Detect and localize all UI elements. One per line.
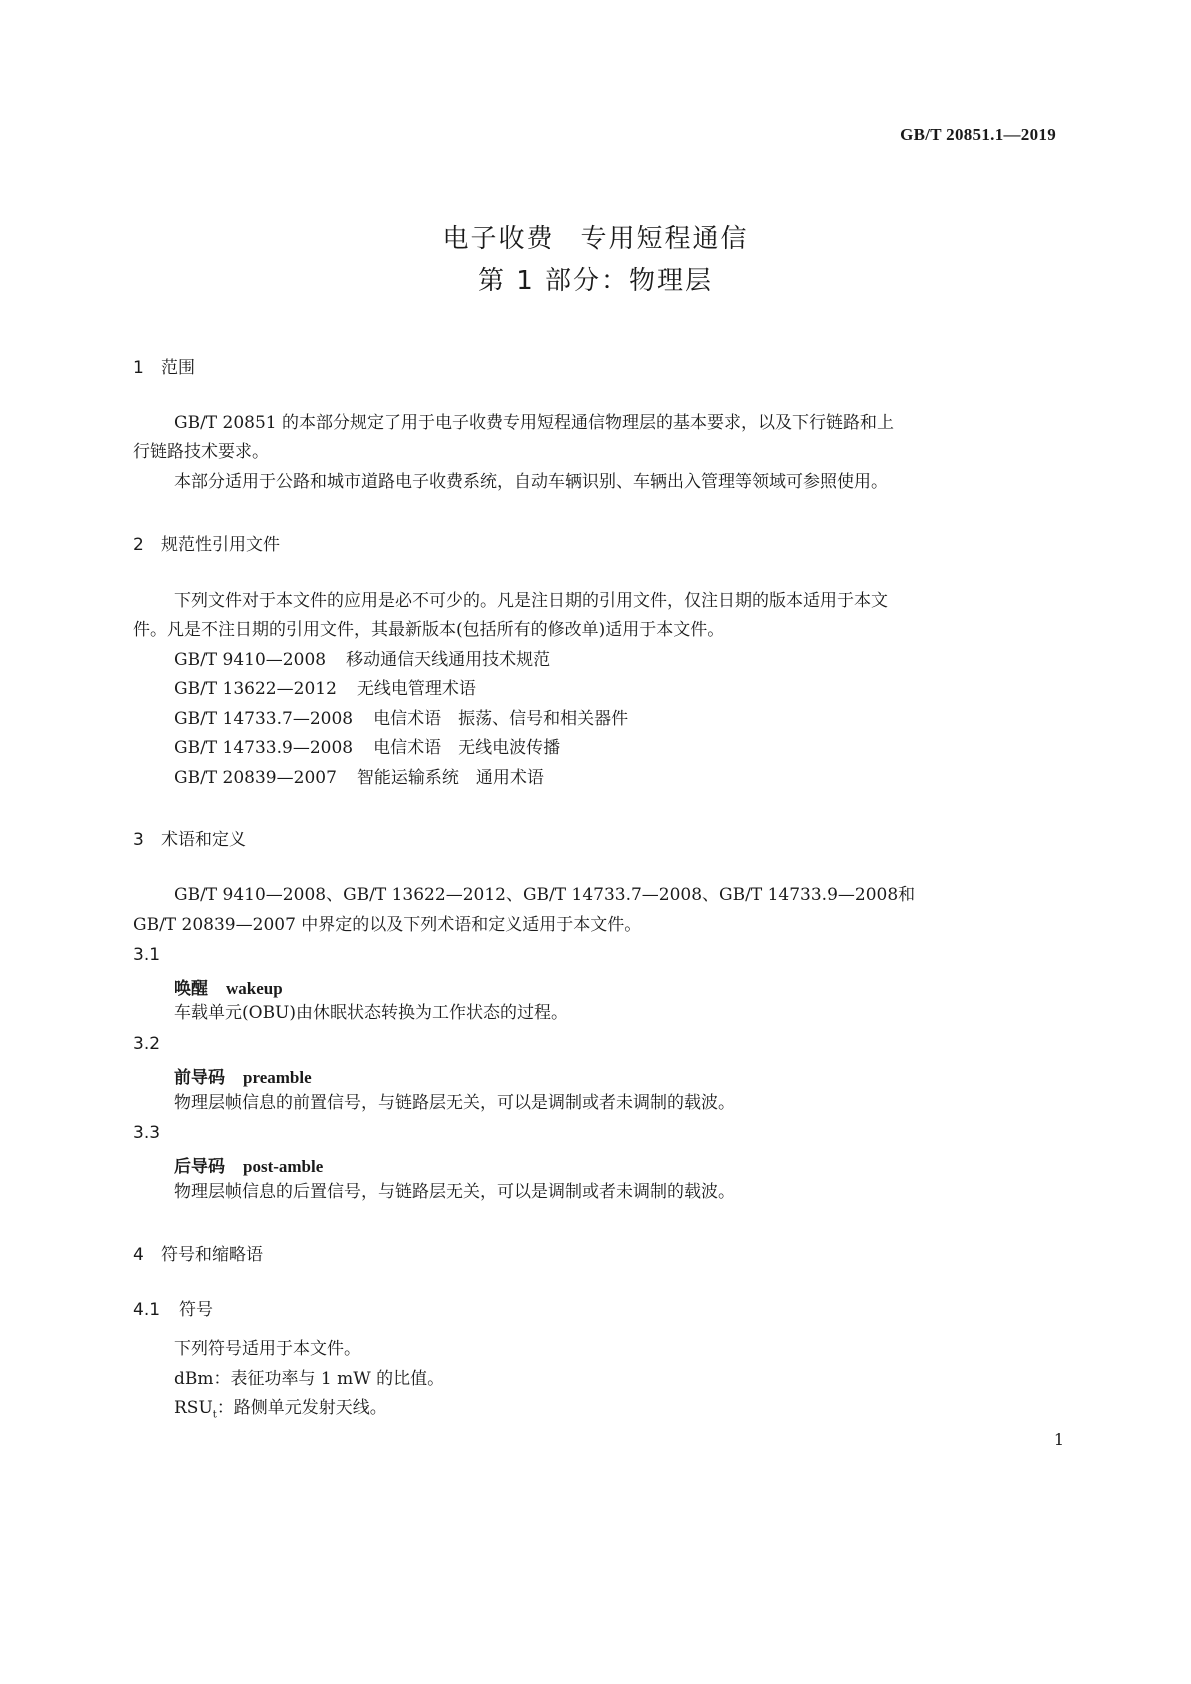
- reference-item: [174, 733, 560, 763]
- term-definition: 物理层帧信息的前置信号，与链路层无关，可以是调制或者未调制的载波。: [174, 1093, 735, 1113]
- subsection-heading-4-1: [133, 1295, 213, 1320]
- symbol-rsu: [174, 1393, 387, 1430]
- paragraph-normative-line-1: 下列文件对于本文件的应用是必不可少的。凡是注日期的引用文件，仅注日期的版本适用于本文: [174, 591, 888, 611]
- reference-name: 智能运输系统 通用术语: [356, 768, 544, 788]
- reference-name: 移动通信天线通用技术规范: [346, 650, 551, 670]
- section-title: 术语和定义: [161, 830, 246, 850]
- reference-name: 电信术语 振荡、信号和相关器件: [373, 709, 629, 729]
- section-heading-4: [133, 1240, 263, 1265]
- term-heading: [174, 1063, 312, 1088]
- section-heading-2: [133, 530, 280, 555]
- symbol-rsu-name: RSU: [174, 1398, 213, 1418]
- title-part-a: 电子收费: [442, 224, 555, 254]
- section-number: 3: [133, 830, 144, 850]
- symbol-rsu-subscript: t: [212, 1409, 217, 1421]
- section-title: 符号和缩略语: [161, 1245, 263, 1265]
- paragraph-scope-applicability: 本部分适用于公路和城市道路电子收费系统，自动车辆识别、车辆出入管理等领域可参照使用。: [174, 472, 888, 492]
- reference-item: [174, 704, 628, 734]
- term-english: wakeup: [226, 979, 283, 998]
- paragraph-scope-line-2: 行链路技术要求。: [133, 442, 269, 462]
- term-chinese: 前导码: [174, 1068, 225, 1088]
- term-heading: [174, 1152, 323, 1177]
- term-chinese: 唤醒: [174, 979, 208, 999]
- reference-code: GB/T 13622—2012: [174, 679, 337, 699]
- paragraph-normative-line-2: 件。凡是不注日期的引用文件，其最新版本(包括所有的修改单)适用于本文件。: [133, 620, 725, 640]
- symbol-rsu-definition: ：路侧单元发射天线。: [216, 1398, 387, 1418]
- term-number: 3.3: [133, 1123, 161, 1143]
- symbols-intro: 下列符号适用于本文件。: [174, 1339, 361, 1359]
- reference-code: GB/T 14733.7—2008: [174, 709, 354, 729]
- reference-code: GB/T 14733.9—2008: [174, 738, 354, 758]
- title-line-1: [0, 218, 1191, 255]
- subsection-number: 4.1: [133, 1300, 161, 1320]
- section-title: 范围: [161, 358, 195, 378]
- paragraph-scope-line-1: GB/T 20851 的本部分规定了用于电子收费专用短程通信物理层的基本要求，以及下行链路和上: [174, 413, 895, 433]
- reference-item: [174, 763, 544, 793]
- term-english: preamble: [243, 1068, 312, 1087]
- term-heading: [174, 974, 283, 999]
- term-definition: 物理层帧信息的后置信号，与链路层无关，可以是调制或者未调制的载波。: [174, 1182, 735, 1202]
- term-definition: 车载单元(OBU)由休眠状态转换为工作状态的过程。: [174, 1003, 569, 1023]
- reference-item: [174, 674, 476, 704]
- reference-name: 无线电管理术语: [356, 679, 476, 699]
- reference-item: [174, 645, 550, 675]
- subsection-title: 符号: [179, 1300, 213, 1320]
- term-number: 3.2: [133, 1034, 161, 1054]
- section-number: 4: [133, 1245, 144, 1265]
- section-heading-3: [133, 825, 246, 850]
- section-number: 1: [133, 358, 144, 378]
- paragraph-terms-line-1: GB/T 9410—2008、GB/T 13622—2012、GB/T 14733.7—2008、GB/T 14733.9—2008和: [174, 885, 916, 905]
- term-english: post-amble: [243, 1157, 324, 1176]
- reference-code: GB/T 9410—2008: [174, 650, 327, 670]
- reference-code: GB/T 20839—2007: [174, 768, 337, 788]
- symbol-dbm: dBm：表征功率与 1 mW 的比值。: [174, 1369, 445, 1389]
- term-number: 3.1: [133, 945, 161, 965]
- paragraph-terms-line-2: GB/T 20839—2007 中界定的以及下列术语和定义适用于本文件。: [133, 915, 642, 935]
- section-heading-1: [133, 353, 195, 378]
- section-title: 规范性引用文件: [161, 535, 280, 555]
- term-chinese: 后导码: [174, 1157, 225, 1177]
- page-number: 1: [1053, 1430, 1064, 1449]
- standard-code: GB/T 20851.1—2019: [900, 125, 1056, 144]
- title-part-b: 专用短程通信: [580, 224, 749, 254]
- section-number: 2: [133, 535, 144, 555]
- title-line-2: 第 1 部分：物理层: [477, 266, 714, 296]
- reference-name: 电信术语 无线电波传播: [373, 738, 561, 758]
